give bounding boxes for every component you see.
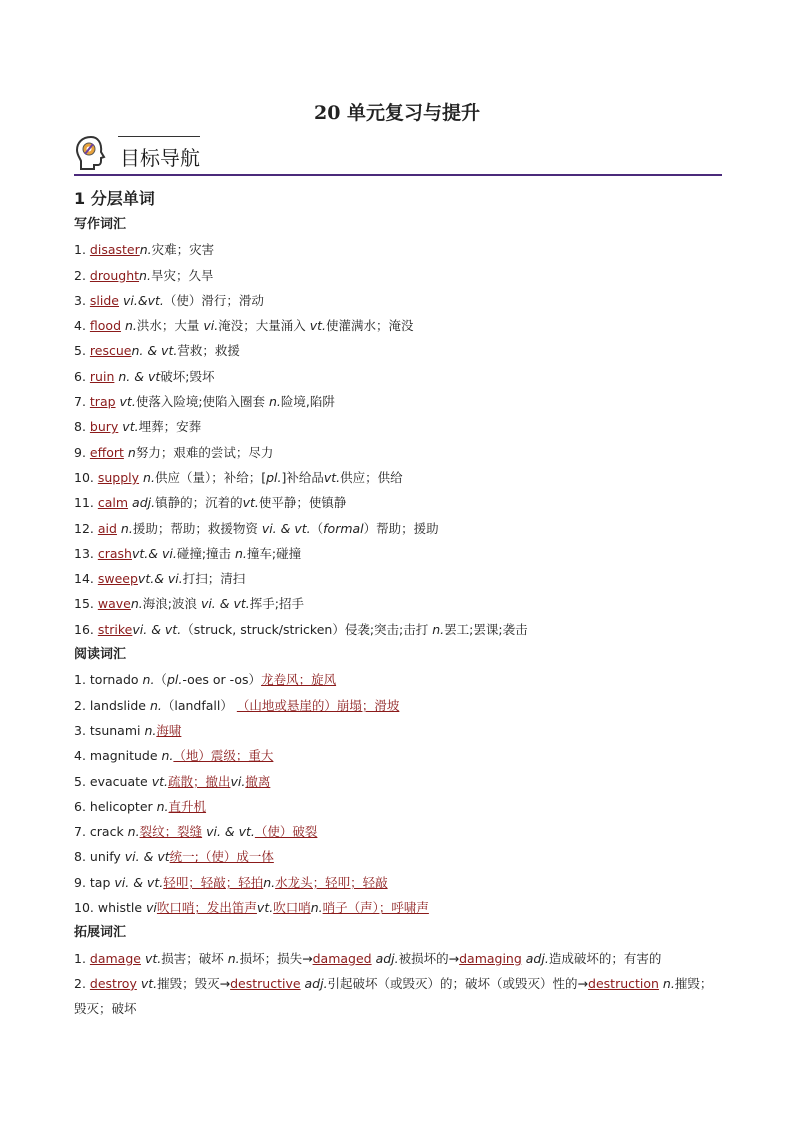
part-of-speech: n. bbox=[432, 621, 445, 637]
keyword: sweep bbox=[97, 571, 138, 587]
item-number: 16. bbox=[74, 621, 98, 637]
list-item bbox=[74, 364, 724, 389]
writing-vocab-list bbox=[74, 237, 724, 642]
part-of-speech: n. bbox=[139, 267, 151, 283]
keyword: crash bbox=[97, 545, 132, 561]
definition-text: 使灌满水；淹没 bbox=[326, 318, 414, 334]
list-item bbox=[74, 844, 724, 869]
answer-text: 撤离 bbox=[245, 773, 271, 789]
part-of-speech: pl. bbox=[166, 672, 183, 688]
definition-text: 旱灾；久旱 bbox=[150, 267, 214, 283]
keyword: wave bbox=[97, 596, 131, 612]
definition-text: 造成破坏的；有害的 bbox=[548, 950, 662, 966]
answer-text: （使）破裂 bbox=[254, 824, 318, 840]
definition-text: 淹没；大量涌入 bbox=[218, 318, 310, 334]
reading-vocab-list bbox=[74, 667, 724, 920]
part-of-speech: vt. bbox=[242, 495, 259, 511]
definition-text: tsunami bbox=[89, 722, 145, 738]
part-of-speech: n. bbox=[263, 874, 276, 890]
definition-text: 埋葬；安葬 bbox=[138, 419, 202, 435]
answer-text: 统一;（使）成一体 bbox=[169, 849, 274, 865]
list-item bbox=[74, 516, 724, 541]
definition-text: 使平静；使镇静 bbox=[258, 495, 347, 511]
item-number: 1. bbox=[74, 242, 90, 258]
item-number: 7. bbox=[74, 394, 90, 410]
definition-text: 援助；帮助；救援物资 bbox=[132, 520, 262, 536]
part-of-speech: n. bbox=[127, 824, 140, 840]
definition-text: 引起破坏（或毁灭）的；破坏（或毁灭）性的→ bbox=[327, 975, 589, 991]
answer-text: （山地或悬崖的）崩塌；滑坡 bbox=[236, 697, 400, 713]
banner-topline bbox=[118, 136, 200, 137]
part-of-speech: vt. bbox=[323, 469, 341, 485]
answer-text: 龙卷风；旋风 bbox=[261, 672, 337, 688]
definition-text: 供应；供给 bbox=[340, 469, 403, 485]
list-item bbox=[74, 591, 724, 616]
item-number: 9. bbox=[74, 444, 90, 460]
list-item bbox=[74, 490, 724, 515]
part-of-speech: vi. & vt. bbox=[200, 596, 250, 612]
item-number: 3. bbox=[74, 722, 90, 738]
list-item bbox=[74, 769, 724, 794]
answer-text: 直升机 bbox=[168, 798, 207, 814]
part-of-speech: vi. bbox=[203, 318, 219, 334]
definition-text: 营救；救援 bbox=[177, 343, 240, 359]
definition-text: 破坏;毁坏 bbox=[160, 368, 215, 384]
part-of-speech: adj. bbox=[132, 495, 156, 511]
answer-text: 疏散；撤出 bbox=[167, 773, 231, 789]
list-item bbox=[74, 288, 724, 313]
part-of-speech: n. bbox=[130, 596, 143, 612]
definition-text: 罢工;罢课;袭击 bbox=[444, 621, 528, 637]
list-item bbox=[74, 313, 724, 338]
list-item bbox=[74, 895, 724, 920]
item-number: 9. bbox=[74, 874, 90, 890]
definition-text: 使落入险境;使陷入圈套 bbox=[135, 394, 269, 410]
answer-text: （地）震级；重大 bbox=[173, 748, 274, 764]
answer-text: damaged bbox=[312, 950, 372, 966]
item-number: 12. bbox=[74, 520, 98, 536]
part-of-speech: vt. bbox=[140, 950, 162, 966]
part-of-speech: n. bbox=[156, 798, 169, 814]
definition-text: 撞车;碰撞 bbox=[246, 545, 302, 561]
answer-text: damage bbox=[89, 950, 141, 966]
keyword: slide bbox=[89, 292, 119, 308]
keyword: aid bbox=[97, 520, 117, 536]
answer-text: 轻叩；轻敲；轻拍 bbox=[163, 874, 264, 890]
extension-vocab-label: 拓展词汇 bbox=[74, 925, 127, 941]
item-number: 5. bbox=[74, 773, 90, 789]
answer-text: 吹口哨；发出笛声 bbox=[156, 900, 257, 916]
list-item bbox=[74, 440, 724, 465]
part-of-speech: n. bbox=[143, 469, 155, 485]
definition-text: 打扫；清扫 bbox=[182, 571, 246, 587]
part-of-speech: vt. bbox=[119, 394, 136, 410]
list-item bbox=[74, 566, 724, 591]
item-number: 13. bbox=[74, 545, 98, 561]
definition-text: helicopter bbox=[89, 798, 157, 814]
definition-text: crack bbox=[89, 824, 128, 840]
list-item bbox=[74, 693, 724, 718]
keyword: rescue bbox=[89, 343, 132, 359]
list-item bbox=[74, 389, 724, 414]
part-of-speech: n. bbox=[120, 520, 133, 536]
definition-text: 供应（量）；补给；[ bbox=[154, 469, 267, 485]
part-of-speech: vt. bbox=[122, 419, 139, 435]
part-of-speech: vt. bbox=[309, 318, 326, 334]
item-number: 6. bbox=[74, 368, 90, 384]
item-number: 6. bbox=[74, 798, 90, 814]
list-item bbox=[74, 870, 724, 895]
list-item bbox=[74, 617, 724, 642]
answer-text: 裂纹；裂缝 bbox=[139, 824, 203, 840]
keyword: ruin bbox=[89, 368, 115, 384]
part-of-speech: pl. bbox=[266, 469, 282, 485]
definition-text: 努力；艰难的尝试；尽力 bbox=[135, 444, 274, 460]
item-number: 11. bbox=[74, 495, 98, 511]
definition-text: whistle bbox=[97, 900, 147, 916]
part-of-speech: n. bbox=[227, 950, 240, 966]
extension-vocab-list bbox=[74, 946, 724, 1022]
list-item bbox=[74, 971, 724, 1022]
list-item bbox=[74, 718, 724, 743]
list-item bbox=[74, 743, 724, 768]
part-of-speech: vt.& vi. bbox=[131, 545, 177, 561]
definition-text: 损害；破坏 bbox=[161, 950, 228, 966]
item-number: 3. bbox=[74, 292, 90, 308]
list-item bbox=[74, 541, 724, 566]
definition-text: tornado bbox=[89, 672, 143, 688]
definition-text: 灾难；灾害 bbox=[151, 242, 215, 258]
item-number: 14. bbox=[74, 571, 98, 587]
item-number: 7. bbox=[74, 824, 90, 840]
item-number: 2. bbox=[74, 697, 90, 713]
definition-text: （使）滑行；滑动 bbox=[163, 292, 264, 308]
definition-text: landslide bbox=[89, 697, 150, 713]
definition-text: tap bbox=[89, 874, 115, 890]
definition-text: evacuate bbox=[89, 773, 152, 789]
definition-text: 损坏；损失→ bbox=[239, 950, 313, 966]
part-of-speech: n bbox=[127, 444, 136, 460]
definition-text: ）帮助；援助 bbox=[363, 520, 439, 536]
part-of-speech: n. bbox=[235, 545, 247, 561]
answer-text: destroy bbox=[89, 975, 137, 991]
reading-vocab-label: 阅读词汇 bbox=[74, 647, 127, 663]
keyword: strike bbox=[97, 621, 133, 637]
part-of-speech: n. bbox=[139, 242, 152, 258]
keyword: trap bbox=[89, 394, 116, 410]
part-of-speech: n. bbox=[144, 722, 157, 738]
writing-vocab-label: 写作词汇 bbox=[74, 217, 127, 232]
item-number: 2. bbox=[74, 975, 90, 991]
definition-text: （ bbox=[154, 672, 167, 688]
part-of-speech: n. bbox=[142, 672, 155, 688]
list-item bbox=[74, 946, 724, 971]
section-banner bbox=[74, 132, 722, 176]
item-number: 10. bbox=[74, 900, 98, 916]
part-of-speech: vt.& vi. bbox=[137, 571, 183, 587]
answer-text: destructive bbox=[230, 975, 301, 991]
definition-text: 险境,陷阱 bbox=[280, 394, 335, 410]
definition-text: （struck, struck/stricken）侵袭;突击;击打 bbox=[181, 621, 433, 637]
keyword: effort bbox=[89, 444, 124, 460]
part-of-speech: vi. & vt. bbox=[132, 621, 182, 637]
definition-text: 摧毁；毁灭；破坏 bbox=[74, 975, 713, 1017]
definition-text: -oes or -os） bbox=[182, 672, 262, 688]
part-of-speech: vi. & vt. bbox=[261, 520, 311, 536]
part-of-speech: formal bbox=[323, 520, 364, 536]
keyword: supply bbox=[97, 469, 140, 485]
banner-title: 目标导航 bbox=[120, 146, 200, 170]
banner-rule bbox=[74, 174, 722, 176]
list-item bbox=[74, 667, 724, 692]
item-number: 10. bbox=[74, 469, 98, 485]
item-number: 8. bbox=[74, 849, 90, 865]
word-list bbox=[74, 212, 724, 1022]
part-of-speech: n. & vt. bbox=[131, 343, 178, 359]
part-of-speech: vi. & vt. bbox=[206, 824, 255, 840]
part-of-speech: vt. bbox=[151, 773, 168, 789]
definition-text: 海浪;波浪 bbox=[142, 596, 201, 612]
keyword: drought bbox=[89, 267, 140, 283]
part-of-speech: vi. & vt bbox=[124, 849, 170, 865]
part-of-speech: vi bbox=[146, 900, 157, 916]
definition-text: magnitude bbox=[89, 748, 162, 764]
definition-text: 摧毁；毁灭→ bbox=[157, 975, 231, 991]
part-of-speech: vi.&vt. bbox=[122, 292, 164, 308]
definition-text: 碰撞;撞击 bbox=[176, 545, 235, 561]
item-number: 5. bbox=[74, 343, 90, 359]
part-of-speech: n. bbox=[149, 697, 162, 713]
definition-text: （ bbox=[310, 520, 324, 536]
list-item bbox=[74, 338, 724, 363]
item-number: 15. bbox=[74, 596, 98, 612]
keyword: disaster bbox=[89, 242, 140, 258]
item-number: 1. bbox=[74, 672, 90, 688]
item-number: 8. bbox=[74, 419, 90, 435]
answer-text: damaging bbox=[459, 950, 522, 966]
part-of-speech: n. & vt bbox=[118, 368, 161, 384]
definition-text: （landfall） bbox=[161, 697, 237, 713]
section-heading: 1 分层单词 bbox=[74, 189, 155, 208]
answer-text: destruction bbox=[588, 975, 659, 991]
list-item bbox=[74, 237, 724, 262]
definition-text: unify bbox=[89, 849, 125, 865]
item-number: 4. bbox=[74, 748, 90, 764]
list-item bbox=[74, 263, 724, 288]
answer-text: 哨子（声）；呼啸声 bbox=[322, 900, 429, 916]
part-of-speech: adj. bbox=[300, 975, 328, 991]
part-of-speech: n. bbox=[269, 394, 281, 410]
page-title: 20 单元复习与提升 bbox=[313, 102, 481, 124]
answer-text: 吹口哨 bbox=[273, 900, 311, 916]
item-number: 1. bbox=[74, 950, 90, 966]
part-of-speech: vt. bbox=[136, 975, 158, 991]
answer-text: 海啸 bbox=[156, 722, 182, 738]
list-item bbox=[74, 794, 724, 819]
item-number: 4. bbox=[74, 318, 90, 334]
keyword: bury bbox=[89, 419, 119, 435]
answer-text: 水龙头；轻叩；轻敲 bbox=[275, 874, 388, 890]
brain-head-icon bbox=[74, 134, 108, 172]
part-of-speech: vt. bbox=[256, 900, 274, 916]
definition-text: 镇静的；沉着的 bbox=[155, 495, 243, 511]
part-of-speech: n. bbox=[125, 318, 137, 334]
list-item bbox=[74, 414, 724, 439]
item-number: 2. bbox=[74, 267, 90, 283]
part-of-speech: adj. bbox=[521, 950, 549, 966]
part-of-speech: vi. bbox=[230, 773, 246, 789]
part-of-speech: adj. bbox=[371, 950, 399, 966]
list-item bbox=[74, 465, 724, 490]
definition-text: 被损坏的→ bbox=[398, 950, 460, 966]
part-of-speech: n. bbox=[658, 975, 675, 991]
part-of-speech: n. bbox=[310, 900, 323, 916]
definition-text: 挥手;招手 bbox=[249, 596, 304, 612]
list-item bbox=[74, 819, 724, 844]
part-of-speech: vi. & vt. bbox=[114, 874, 164, 890]
definition-text: 洪水；大量 bbox=[136, 318, 204, 334]
keyword: calm bbox=[97, 495, 129, 511]
keyword: flood bbox=[89, 318, 122, 334]
definition-text: ]补给品 bbox=[281, 469, 324, 485]
part-of-speech: n. bbox=[161, 748, 174, 764]
